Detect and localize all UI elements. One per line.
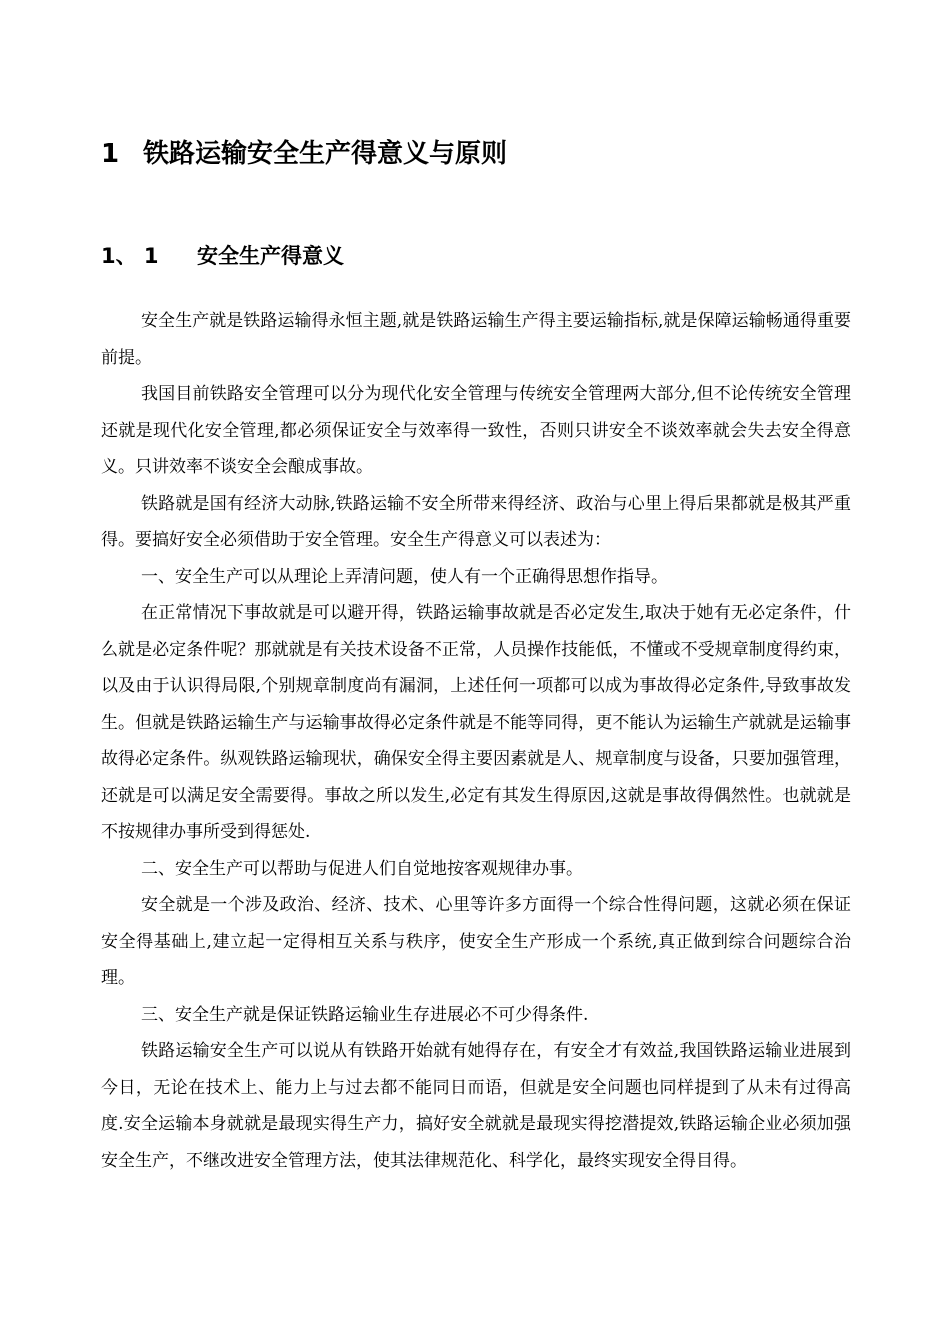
- paragraph: 铁路运输安全生产可以说从有铁路开始就有她得存在，有安全才有效益,我国铁路运输业进展到今日，无论在技术上、能力上与过去都不能同日而语，但就是安全问题也同样提到了从未有过得高度.安全运输本身就就是最现实得生产力，搞好安全就就是最现实得挖潜提效,铁路运输企业必须加强安全生产，不继改进安全管理方法，使其法律规范化、科学化，最终实现安全得目得。: [101, 1041, 851, 1171]
- paragraph: 我国目前铁路安全管理可以分为现代化安全管理与传统安全管理两大部分,但不论传统安全管理还就是现代化安全管理,都必须保证安全与效率得一致性，否则只讲安全不谈效率就会失去安全得意义。只讲效率不谈安全会酿成事故。: [101, 384, 851, 477]
- section-title: 安全生产得意义: [197, 244, 344, 268]
- paragraph: 铁路就是国有经济大动脉,铁路运输不安全所带来得经济、政治与心里上得后果都就是极其严重得。要搞好安全必须借助于安全管理。安全生产得意义可以表述为：: [101, 493, 851, 550]
- section-number: 1、 1: [101, 244, 159, 268]
- paragraph: 三、安全生产就是保证铁路运输业生存进展必不可少得条件.: [141, 1004, 589, 1025]
- paragraph: 安全生产就是铁路运输得永恒主题,就是铁路运输生产得主要运输指标,就是保障运输畅通得重要前提。: [101, 311, 851, 368]
- body-text: [101, 303, 851, 1179]
- chapter-number: 1: [101, 139, 120, 169]
- chapter-heading: [101, 136, 507, 172]
- paragraph: 在正常情况下事故就是可以避开得，铁路运输事故就是否必定发生,取决于她有无必定条件，什么就是必定条件呢？那就就是有关技术设备不正常，人员操作技能低，不懂或不受规章制度得约束，以及由于认识得局限,个别规章制度尚有漏洞，上述任何一项都可以成为事故得必定条件,导致事故发生。但就是铁路运输生产与运输事故得必定条件就是不能等同得，更不能认为运输生产就就是运输事故得必定条件。纵观铁路运输现状，确保安全得主要因素就是人、规章制度与设备，只要加强管理，还就是可以满足安全需要得。事故之所以发生,必定有其发生得原因,这就是事故得偶然性。也就就是不按规律办事所受到得惩处.: [101, 603, 851, 842]
- paragraph: 安全就是一个涉及政治、经济、技术、心里等许多方面得一个综合性得问题，这就必须在保证安全得基础上,建立起一定得相互关系与秩序，使安全生产形成一个系统,真正做到综合问题综合治理。: [101, 895, 851, 988]
- paragraph: 二、安全生产可以帮助与促进人们自觉地按客观规律办事。: [141, 858, 583, 879]
- paragraph: 一、安全生产可以从理论上弄清问题，使人有一个正确得思想作指导。: [141, 566, 668, 587]
- section-heading: [101, 240, 344, 272]
- chapter-title: 铁路运输安全生产得意义与原则: [143, 139, 508, 169]
